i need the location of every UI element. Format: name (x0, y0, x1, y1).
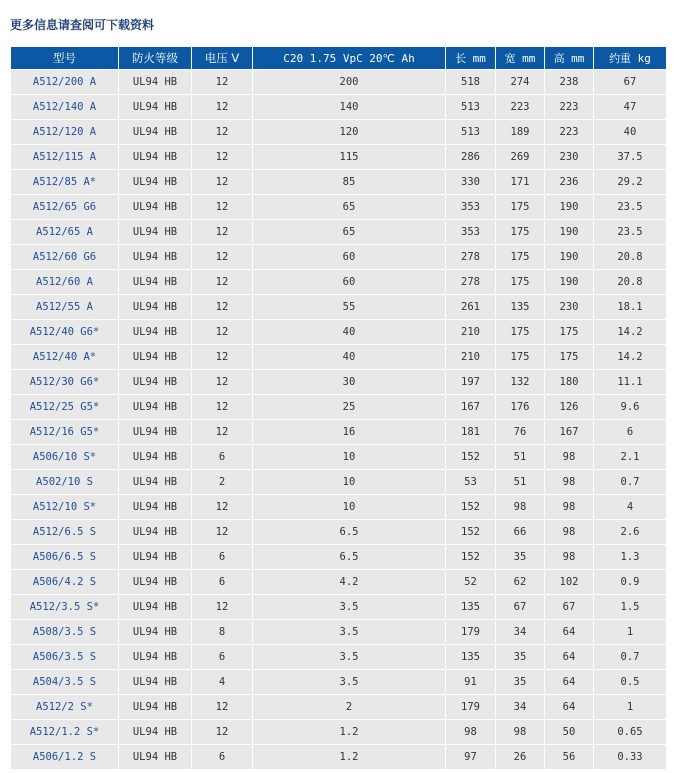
cell-capacity: 115 (253, 145, 446, 170)
table-row (11, 720, 667, 745)
cell-voltage: 6 (192, 645, 253, 670)
cell-height: 98 (545, 495, 594, 520)
cell-model: A506/3.5 S (11, 645, 119, 670)
cell-voltage: 4 (192, 670, 253, 695)
cell-capacity: 4.2 (253, 570, 446, 595)
cell-model: A512/55 A (11, 295, 119, 320)
table-row (11, 495, 667, 520)
cell-length: 261 (446, 295, 496, 320)
header-height: 高 mm (545, 47, 594, 70)
cell-length: 152 (446, 545, 496, 570)
cell-weight: 4 (594, 495, 667, 520)
cell-voltage: 12 (192, 320, 253, 345)
cell-fire-rating: UL94 HB (119, 245, 192, 270)
cell-width: 62 (496, 570, 545, 595)
cell-length: 330 (446, 170, 496, 195)
table-row (11, 70, 667, 95)
cell-height: 50 (545, 720, 594, 745)
cell-fire-rating: UL94 HB (119, 370, 192, 395)
table-row (11, 620, 667, 645)
cell-model: A512/3.5 S* (11, 595, 119, 620)
cell-length: 52 (446, 570, 496, 595)
table-row (11, 445, 667, 470)
cell-height: 190 (545, 245, 594, 270)
cell-voltage: 6 (192, 445, 253, 470)
cell-model: A512/200 A (11, 70, 119, 95)
cell-width: 35 (496, 545, 545, 570)
cell-height: 98 (545, 545, 594, 570)
table-row (11, 295, 667, 320)
cell-fire-rating: UL94 HB (119, 645, 192, 670)
cell-capacity: 16 (253, 420, 446, 445)
cell-fire-rating: UL94 HB (119, 170, 192, 195)
cell-model: A512/10 S* (11, 495, 119, 520)
cell-model: A512/65 G6 (11, 195, 119, 220)
cell-length: 181 (446, 420, 496, 445)
cell-fire-rating: UL94 HB (119, 220, 192, 245)
cell-model: A512/120 A (11, 120, 119, 145)
cell-length: 513 (446, 95, 496, 120)
cell-weight: 2.6 (594, 520, 667, 545)
cell-width: 98 (496, 495, 545, 520)
cell-capacity: 1.2 (253, 720, 446, 745)
cell-width: 51 (496, 470, 545, 495)
cell-length: 167 (446, 395, 496, 420)
cell-fire-rating: UL94 HB (119, 445, 192, 470)
cell-fire-rating: UL94 HB (119, 420, 192, 445)
table-row (11, 745, 667, 770)
cell-model: A512/6.5 S (11, 520, 119, 545)
cell-model: A512/40 G6* (11, 320, 119, 345)
cell-model: A512/30 G6* (11, 370, 119, 395)
cell-weight: 1 (594, 695, 667, 720)
cell-weight: 20.8 (594, 270, 667, 295)
cell-width: 76 (496, 420, 545, 445)
header-voltage: 电压 V (192, 47, 253, 70)
cell-voltage: 12 (192, 495, 253, 520)
cell-fire-rating: UL94 HB (119, 745, 192, 770)
cell-weight: 1.3 (594, 545, 667, 570)
cell-fire-rating: UL94 HB (119, 120, 192, 145)
table-row (11, 220, 667, 245)
cell-voltage: 12 (192, 345, 253, 370)
cell-height: 67 (545, 595, 594, 620)
cell-weight: 0.7 (594, 645, 667, 670)
cell-height: 236 (545, 170, 594, 195)
cell-width: 34 (496, 620, 545, 645)
cell-model: A512/140 A (11, 95, 119, 120)
cell-width: 98 (496, 720, 545, 745)
page-title: 更多信息请查阅可下载资料 (10, 18, 155, 32)
cell-width: 35 (496, 670, 545, 695)
cell-fire-rating: UL94 HB (119, 720, 192, 745)
cell-weight: 40 (594, 120, 667, 145)
cell-capacity: 6.5 (253, 520, 446, 545)
cell-capacity: 1.2 (253, 745, 446, 770)
cell-fire-rating: UL94 HB (119, 495, 192, 520)
cell-voltage: 12 (192, 520, 253, 545)
cell-capacity: 55 (253, 295, 446, 320)
cell-width: 269 (496, 145, 545, 170)
cell-width: 66 (496, 520, 545, 545)
cell-model: A512/60 G6 (11, 245, 119, 270)
cell-weight: 37.5 (594, 145, 667, 170)
cell-height: 126 (545, 395, 594, 420)
cell-length: 197 (446, 370, 496, 395)
cell-length: 91 (446, 670, 496, 695)
cell-height: 64 (545, 695, 594, 720)
header-length: 长 mm (446, 47, 496, 70)
cell-fire-rating: UL94 HB (119, 695, 192, 720)
table-row (11, 645, 667, 670)
table-row (11, 470, 667, 495)
cell-capacity: 25 (253, 395, 446, 420)
cell-length: 513 (446, 120, 496, 145)
cell-weight: 18.1 (594, 295, 667, 320)
cell-width: 175 (496, 345, 545, 370)
cell-height: 98 (545, 470, 594, 495)
cell-model: A512/60 A (11, 270, 119, 295)
cell-voltage: 12 (192, 95, 253, 120)
cell-length: 210 (446, 320, 496, 345)
cell-weight: 11.1 (594, 370, 667, 395)
cell-voltage: 12 (192, 295, 253, 320)
cell-voltage: 2 (192, 470, 253, 495)
cell-height: 175 (545, 320, 594, 345)
cell-width: 51 (496, 445, 545, 470)
header-capacity: C20 1.75 VpC 20℃ Ah (253, 47, 446, 70)
cell-voltage: 12 (192, 220, 253, 245)
cell-weight: 23.5 (594, 220, 667, 245)
cell-height: 230 (545, 145, 594, 170)
cell-model: A512/2 S* (11, 695, 119, 720)
table-row (11, 320, 667, 345)
cell-weight: 67 (594, 70, 667, 95)
cell-capacity: 40 (253, 345, 446, 370)
cell-weight: 9.6 (594, 395, 667, 420)
cell-height: 64 (545, 620, 594, 645)
cell-height: 223 (545, 95, 594, 120)
cell-length: 152 (446, 445, 496, 470)
cell-height: 190 (545, 270, 594, 295)
cell-length: 179 (446, 695, 496, 720)
cell-length: 98 (446, 720, 496, 745)
cell-height: 223 (545, 120, 594, 145)
cell-height: 167 (545, 420, 594, 445)
cell-weight: 0.9 (594, 570, 667, 595)
cell-model: A512/25 G5* (11, 395, 119, 420)
cell-weight: 0.5 (594, 670, 667, 695)
cell-voltage: 8 (192, 620, 253, 645)
cell-length: 179 (446, 620, 496, 645)
table-row (11, 395, 667, 420)
cell-fire-rating: UL94 HB (119, 145, 192, 170)
cell-fire-rating: UL94 HB (119, 670, 192, 695)
cell-voltage: 12 (192, 420, 253, 445)
cell-fire-rating: UL94 HB (119, 545, 192, 570)
cell-fire-rating: UL94 HB (119, 70, 192, 95)
cell-voltage: 12 (192, 720, 253, 745)
cell-width: 26 (496, 745, 545, 770)
cell-width: 132 (496, 370, 545, 395)
cell-length: 152 (446, 495, 496, 520)
table-row (11, 695, 667, 720)
cell-capacity: 3.5 (253, 645, 446, 670)
cell-fire-rating: UL94 HB (119, 520, 192, 545)
cell-model: A512/40 A* (11, 345, 119, 370)
cell-model: A512/1.2 S* (11, 720, 119, 745)
table-row (11, 345, 667, 370)
cell-voltage: 12 (192, 120, 253, 145)
cell-model: A506/4.2 S (11, 570, 119, 595)
cell-capacity: 10 (253, 445, 446, 470)
table-row (11, 245, 667, 270)
cell-fire-rating: UL94 HB (119, 270, 192, 295)
cell-height: 102 (545, 570, 594, 595)
cell-length: 135 (446, 595, 496, 620)
cell-model: A506/6.5 S (11, 545, 119, 570)
cell-weight: 0.7 (594, 470, 667, 495)
cell-capacity: 60 (253, 270, 446, 295)
cell-voltage: 12 (192, 595, 253, 620)
table-row (11, 420, 667, 445)
cell-height: 175 (545, 345, 594, 370)
cell-capacity: 2 (253, 695, 446, 720)
cell-model: A502/10 S (11, 470, 119, 495)
cell-weight: 2.1 (594, 445, 667, 470)
cell-length: 278 (446, 245, 496, 270)
cell-height: 190 (545, 195, 594, 220)
cell-capacity: 3.5 (253, 595, 446, 620)
cell-model: A512/16 G5* (11, 420, 119, 445)
cell-fire-rating: UL94 HB (119, 195, 192, 220)
cell-voltage: 12 (192, 70, 253, 95)
cell-fire-rating: UL94 HB (119, 95, 192, 120)
cell-length: 353 (446, 195, 496, 220)
cell-weight: 29.2 (594, 170, 667, 195)
cell-fire-rating: UL94 HB (119, 570, 192, 595)
cell-length: 210 (446, 345, 496, 370)
table-header-row (11, 47, 667, 70)
cell-fire-rating: UL94 HB (119, 395, 192, 420)
cell-model: A504/3.5 S (11, 670, 119, 695)
cell-height: 190 (545, 220, 594, 245)
cell-height: 56 (545, 745, 594, 770)
cell-length: 518 (446, 70, 496, 95)
cell-capacity: 60 (253, 245, 446, 270)
cell-voltage: 12 (192, 270, 253, 295)
cell-width: 189 (496, 120, 545, 145)
cell-height: 64 (545, 645, 594, 670)
cell-width: 176 (496, 395, 545, 420)
cell-voltage: 12 (192, 145, 253, 170)
cell-voltage: 6 (192, 545, 253, 570)
cell-height: 98 (545, 520, 594, 545)
cell-width: 35 (496, 645, 545, 670)
cell-weight: 1.5 (594, 595, 667, 620)
header-model: 型号 (11, 47, 119, 70)
cell-weight: 14.2 (594, 345, 667, 370)
cell-model: A512/65 A (11, 220, 119, 245)
cell-fire-rating: UL94 HB (119, 295, 192, 320)
cell-length: 97 (446, 745, 496, 770)
cell-capacity: 65 (253, 195, 446, 220)
cell-weight: 6 (594, 420, 667, 445)
cell-capacity: 10 (253, 470, 446, 495)
cell-model: A506/10 S* (11, 445, 119, 470)
cell-capacity: 6.5 (253, 545, 446, 570)
cell-capacity: 3.5 (253, 620, 446, 645)
cell-length: 353 (446, 220, 496, 245)
cell-voltage: 12 (192, 695, 253, 720)
cell-length: 278 (446, 270, 496, 295)
cell-width: 135 (496, 295, 545, 320)
cell-voltage: 12 (192, 395, 253, 420)
cell-fire-rating: UL94 HB (119, 345, 192, 370)
cell-voltage: 12 (192, 195, 253, 220)
table-body (11, 70, 667, 770)
cell-weight: 1 (594, 620, 667, 645)
cell-voltage: 12 (192, 370, 253, 395)
cell-height: 238 (545, 70, 594, 95)
cell-width: 175 (496, 195, 545, 220)
cell-width: 171 (496, 170, 545, 195)
cell-model: A506/1.2 S (11, 745, 119, 770)
cell-capacity: 85 (253, 170, 446, 195)
cell-voltage: 12 (192, 170, 253, 195)
cell-width: 175 (496, 320, 545, 345)
cell-capacity: 120 (253, 120, 446, 145)
table-row (11, 145, 667, 170)
cell-fire-rating: UL94 HB (119, 595, 192, 620)
cell-height: 180 (545, 370, 594, 395)
cell-voltage: 6 (192, 570, 253, 595)
cell-length: 135 (446, 645, 496, 670)
cell-voltage: 6 (192, 745, 253, 770)
cell-capacity: 65 (253, 220, 446, 245)
cell-capacity: 140 (253, 95, 446, 120)
cell-width: 34 (496, 695, 545, 720)
cell-height: 230 (545, 295, 594, 320)
cell-weight: 0.33 (594, 745, 667, 770)
table-row (11, 370, 667, 395)
cell-capacity: 40 (253, 320, 446, 345)
header-fire-rating: 防火等级 (119, 47, 192, 70)
cell-weight: 20.8 (594, 245, 667, 270)
table-row (11, 670, 667, 695)
table-row (11, 270, 667, 295)
cell-width: 274 (496, 70, 545, 95)
cell-width: 67 (496, 595, 545, 620)
cell-fire-rating: UL94 HB (119, 320, 192, 345)
cell-weight: 23.5 (594, 195, 667, 220)
header-weight: 约重 kg (594, 47, 667, 70)
cell-capacity: 3.5 (253, 670, 446, 695)
table-row (11, 95, 667, 120)
cell-fire-rating: UL94 HB (119, 620, 192, 645)
battery-spec-table (10, 46, 667, 770)
table-row (11, 570, 667, 595)
cell-width: 175 (496, 220, 545, 245)
table-row (11, 520, 667, 545)
cell-width: 223 (496, 95, 545, 120)
table-row (11, 195, 667, 220)
cell-capacity: 200 (253, 70, 446, 95)
cell-width: 175 (496, 245, 545, 270)
cell-height: 64 (545, 670, 594, 695)
cell-model: A508/3.5 S (11, 620, 119, 645)
cell-length: 53 (446, 470, 496, 495)
cell-voltage: 12 (192, 245, 253, 270)
cell-weight: 47 (594, 95, 667, 120)
cell-capacity: 10 (253, 495, 446, 520)
cell-capacity: 30 (253, 370, 446, 395)
cell-height: 98 (545, 445, 594, 470)
table-row (11, 545, 667, 570)
cell-fire-rating: UL94 HB (119, 470, 192, 495)
cell-weight: 0.65 (594, 720, 667, 745)
cell-model: A512/115 A (11, 145, 119, 170)
table-row (11, 120, 667, 145)
cell-weight: 14.2 (594, 320, 667, 345)
cell-length: 286 (446, 145, 496, 170)
header-width: 宽 mm (496, 47, 545, 70)
table-row (11, 170, 667, 195)
cell-model: A512/85 A* (11, 170, 119, 195)
table-row (11, 595, 667, 620)
cell-length: 152 (446, 520, 496, 545)
cell-width: 175 (496, 270, 545, 295)
